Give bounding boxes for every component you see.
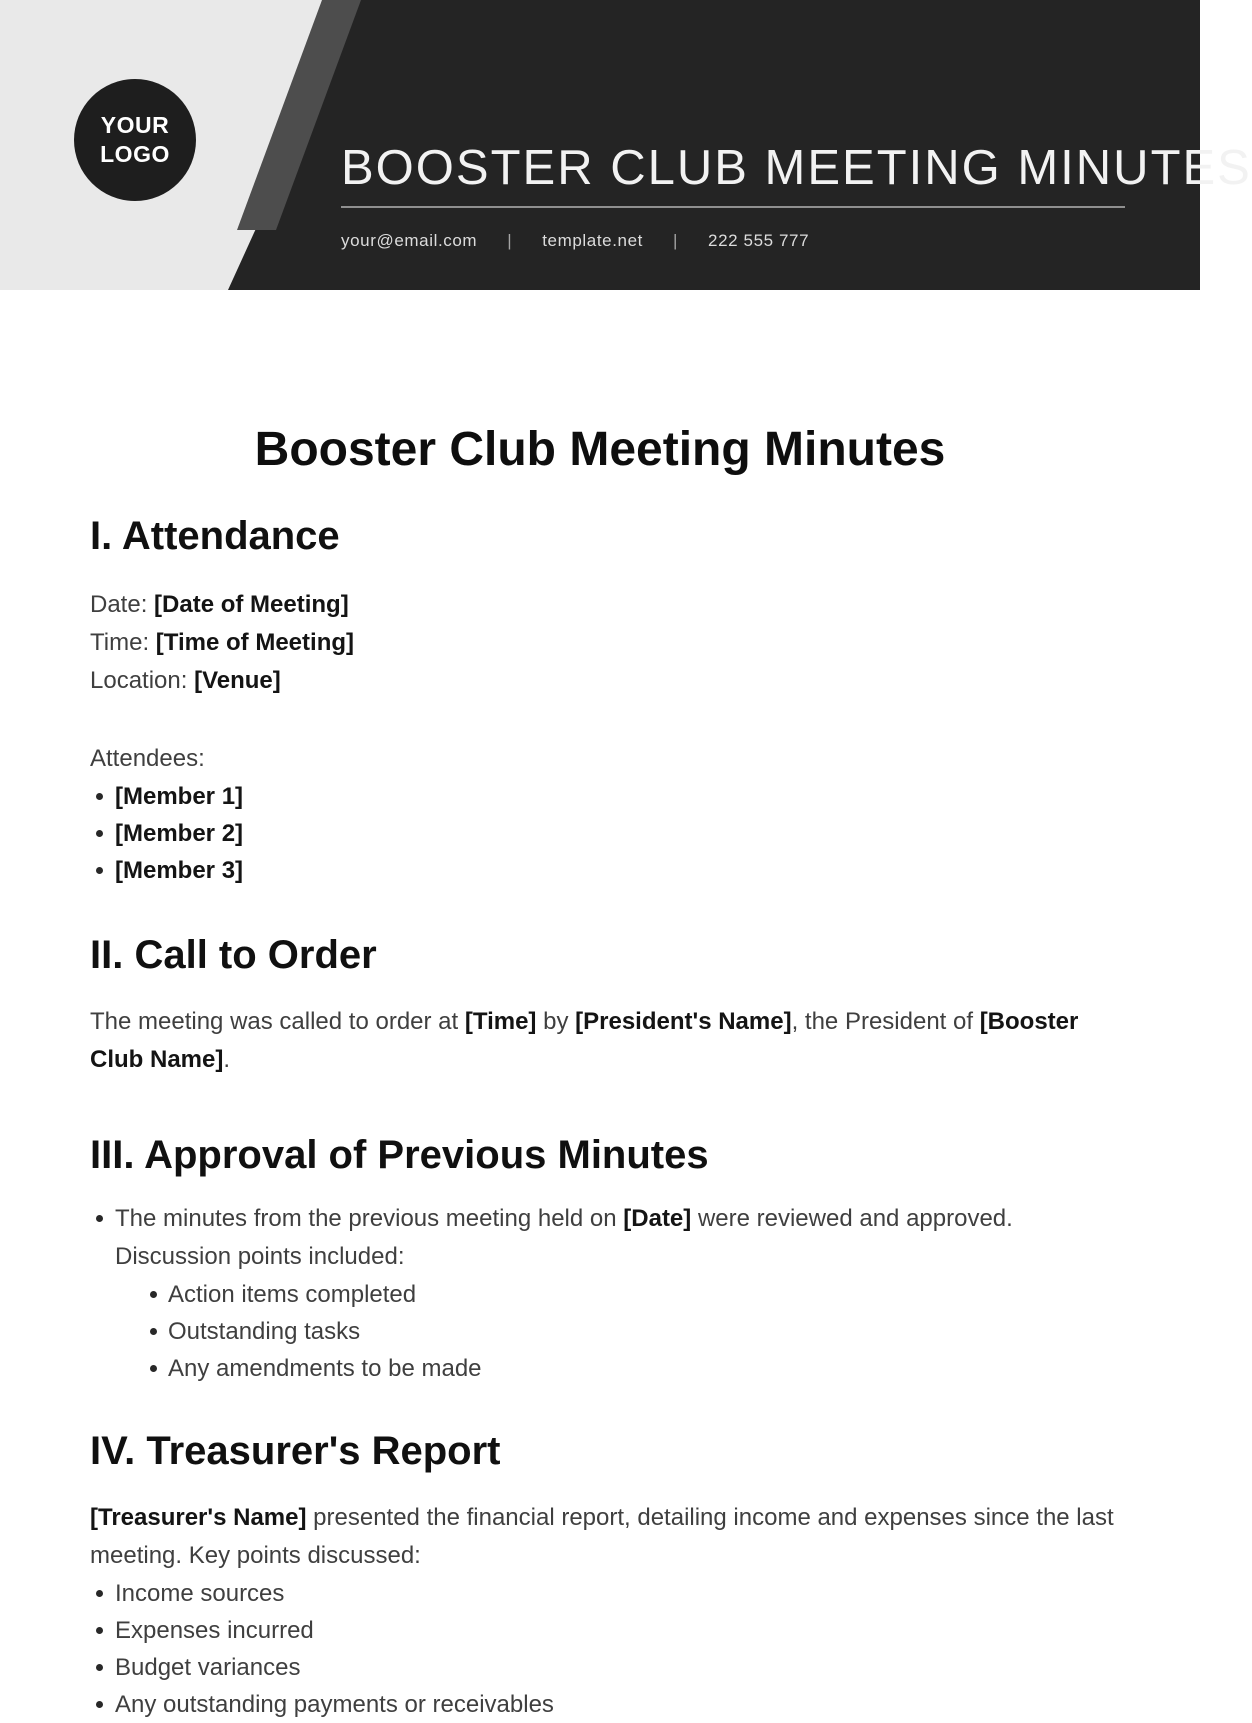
approval-heading: III. Approval of Previous Minutes xyxy=(90,1133,709,1177)
section-call-to-order xyxy=(90,931,1110,1079)
attendance-heading: I. Attendance xyxy=(90,514,340,558)
placeholder-venue: [Venue] xyxy=(194,667,281,694)
contact-separator: | xyxy=(507,231,513,250)
paragraph-text: by xyxy=(536,1008,576,1035)
logo-text-line2: LOGO xyxy=(100,141,170,167)
call-to-order-paragraph xyxy=(90,1003,1110,1079)
logo-badge xyxy=(74,79,196,201)
treasurer-point: Expenses incurred xyxy=(90,1612,1110,1649)
treasurer-points-list xyxy=(90,1575,1110,1723)
treasurer-heading: IV. Treasurer's Report xyxy=(90,1429,501,1473)
placeholder-treasurer-name: [Treasurer's Name] xyxy=(90,1504,307,1531)
section-approval-of-minutes xyxy=(90,1131,1110,1387)
discussion-point: Outstanding tasks xyxy=(145,1313,845,1350)
field-location xyxy=(90,662,1110,700)
date-label: Date: xyxy=(90,591,155,618)
field-date xyxy=(90,586,1110,624)
placeholder-time: [Time] xyxy=(464,1008,537,1035)
placeholder-date: [Date] xyxy=(623,1205,692,1232)
contact-phone: 222 555 777 xyxy=(708,231,810,250)
attendance-fields xyxy=(90,586,1110,700)
time-label: Time: xyxy=(90,629,156,656)
attendee-item: [Member 2] xyxy=(90,815,1110,852)
attendee-item: [Member 3] xyxy=(90,852,1110,889)
placeholder-president-name: [President's Name] xyxy=(575,1008,792,1035)
paragraph-text: presented the financial report, detailing income and expenses since the last meeting. Key points discussed: xyxy=(90,1504,1114,1569)
paragraph-text: were reviewed and approved. Discussion points included: xyxy=(115,1205,1013,1270)
paragraph-text: , the President of xyxy=(791,1008,980,1035)
approval-item xyxy=(90,1200,1040,1387)
section-treasurer-report xyxy=(90,1427,1114,1723)
discussion-point: Any amendments to be made xyxy=(145,1350,845,1387)
letterhead xyxy=(0,0,1252,290)
contact-email: your@email.com xyxy=(341,231,478,250)
discussion-points-list xyxy=(145,1276,845,1387)
contact-website: template.net xyxy=(542,231,643,250)
attendees-label: Attendees: xyxy=(90,745,205,772)
document-body xyxy=(0,422,1200,1723)
placeholder-club-name: [Booster Club Name] xyxy=(90,1008,1079,1073)
discussion-point: Action items completed xyxy=(145,1276,845,1313)
letterhead-title: BOOSTER CLUB MEETING MINUTES xyxy=(341,141,1252,195)
attendee-item: [Member 1] xyxy=(90,778,1110,815)
logo-text-line1: YOUR xyxy=(100,112,170,138)
treasurer-point: Budget variances xyxy=(90,1649,1110,1686)
treasurer-paragraph xyxy=(90,1499,1160,1575)
attendees-list xyxy=(90,778,1110,889)
placeholder-time-of-meeting: [Time of Meeting] xyxy=(155,629,355,656)
placeholder-date-of-meeting: [Date of Meeting] xyxy=(154,591,349,618)
location-label: Location: xyxy=(90,667,195,694)
contact-bar xyxy=(341,231,809,251)
contact-separator: | xyxy=(673,231,679,250)
approval-list xyxy=(90,1200,1040,1387)
letterhead-rule xyxy=(341,206,1125,208)
call-to-order-heading: II. Call to Order xyxy=(90,933,377,977)
paragraph-text: The minutes from the previous meeting held on xyxy=(115,1205,624,1232)
treasurer-point: Any outstanding payments or receivables xyxy=(90,1686,1110,1723)
field-time xyxy=(90,624,1110,662)
paragraph-text: . xyxy=(223,1046,231,1073)
section-attendance xyxy=(90,512,1110,889)
treasurer-point: Income sources xyxy=(90,1575,1110,1612)
document-title: Booster Club Meeting Minutes xyxy=(254,423,946,476)
paragraph-text: The meeting was called to order at xyxy=(90,1008,465,1035)
